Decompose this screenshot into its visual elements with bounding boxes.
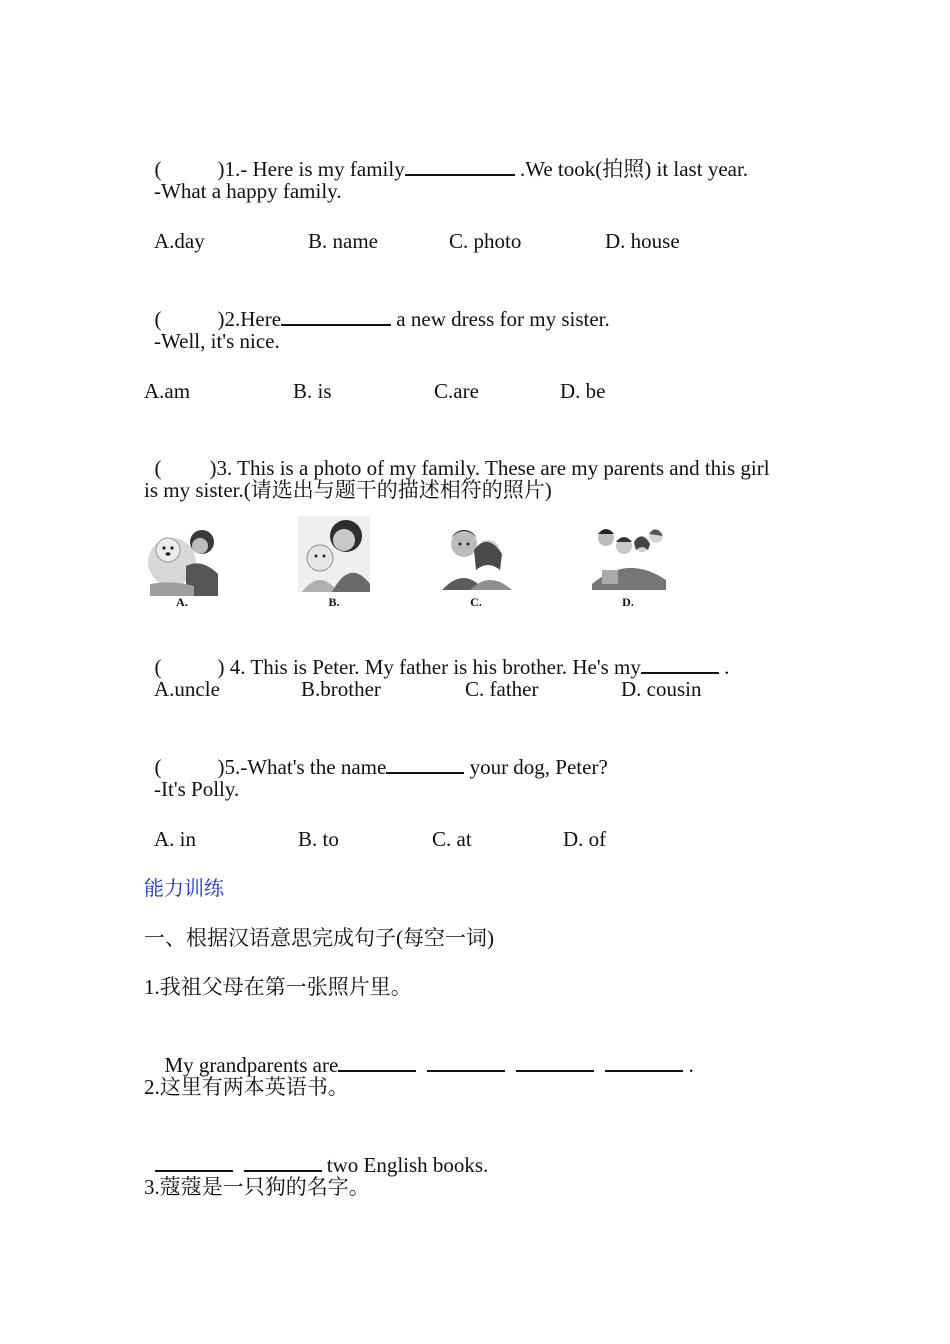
option-c: C. father xyxy=(465,677,539,701)
answer-paren-open: ( xyxy=(154,755,162,779)
answer-blank[interactable] xyxy=(641,654,719,674)
question-1-tail: .We took(拍照) it last year. xyxy=(514,157,749,181)
photo-label: D. xyxy=(622,595,634,609)
option-d: D. house xyxy=(605,229,680,253)
question-5-text: )5.-What's the name xyxy=(217,755,387,779)
option-b: B. to xyxy=(298,827,339,851)
question-2 xyxy=(144,277,610,333)
sentence-1-end: . xyxy=(683,1053,694,1077)
option-a: A. in xyxy=(154,827,196,851)
sentence-1-start: My grandparents are xyxy=(164,1053,339,1077)
option-c: C.are xyxy=(434,379,479,403)
answer-paren-open: ( xyxy=(154,456,162,480)
photo-option-d[interactable] xyxy=(588,514,668,612)
sentence-1-chinese: 1.我祖父母在第一张照片里。 xyxy=(144,975,412,999)
photo-couple-image xyxy=(436,514,516,596)
question-3-text: )3. This is a photo of my family. These are my parents and this girl xyxy=(209,456,770,480)
question-4-options xyxy=(0,675,950,703)
answer-blank[interactable] xyxy=(516,1052,594,1072)
question-2-reply: -Well, it's nice. xyxy=(154,329,280,353)
option-c: C. at xyxy=(432,827,472,851)
question-4-text: ) 4. This is Peter. My father is his brother. He's my xyxy=(217,655,641,679)
sentence-2-chinese: 2.这里有两本英语书。 xyxy=(144,1075,349,1099)
answer-blank[interactable] xyxy=(244,1152,322,1172)
question-3-line2: is my sister.(请选出与题干的描述相符的照片) xyxy=(144,478,552,502)
answer-paren-open: ( xyxy=(154,157,162,181)
question-1-reply: -What a happy family. xyxy=(154,179,342,203)
photo-girl-dog-image xyxy=(142,514,222,596)
photo-label: B. xyxy=(328,595,340,609)
question-4 xyxy=(144,625,729,681)
question-5 xyxy=(144,725,608,781)
photo-option-c[interactable] xyxy=(436,514,516,612)
answer-paren-open: ( xyxy=(154,655,162,679)
question-5-tail: your dog, Peter? xyxy=(464,755,608,779)
answer-blank[interactable] xyxy=(386,754,464,774)
option-d: D. be xyxy=(560,379,606,403)
question-1 xyxy=(144,127,748,183)
option-a: A.uncle xyxy=(154,677,220,701)
part1-title: 一、根据汉语意思完成句子(每空一词) xyxy=(144,926,494,950)
sentence-2-end: two English books. xyxy=(321,1153,489,1177)
question-5-reply: -It's Polly. xyxy=(154,777,240,801)
answer-paren-open: ( xyxy=(154,307,162,331)
option-a: A.am xyxy=(144,379,191,403)
question-2-tail: a new dress for my sister. xyxy=(391,307,610,331)
answer-blank[interactable] xyxy=(405,156,515,176)
photo-label: C. xyxy=(470,595,482,609)
option-d: D. cousin xyxy=(621,677,702,701)
section-heading: 能力训练 xyxy=(144,876,224,900)
option-a: A.day xyxy=(154,229,205,253)
question-5-options xyxy=(0,825,950,853)
question-1-options xyxy=(0,227,950,255)
sentence-1-english xyxy=(154,1023,694,1079)
answer-blank[interactable] xyxy=(281,306,391,326)
question-2-options xyxy=(0,377,950,405)
option-b: B. name xyxy=(308,229,378,253)
option-b: B. is xyxy=(293,379,332,403)
photo-family-image xyxy=(588,514,668,596)
photo-mother-child-image xyxy=(294,514,374,596)
question-2-text: )2.Here xyxy=(217,307,282,331)
photo-option-b[interactable] xyxy=(294,514,374,612)
photo-option-a[interactable] xyxy=(142,514,222,612)
photo-label: A. xyxy=(176,595,188,609)
question-1-text: )1.- Here is my family xyxy=(217,157,405,181)
answer-blank[interactable] xyxy=(427,1052,505,1072)
answer-blank[interactable] xyxy=(338,1052,416,1072)
sentence-3-chinese: 3.蔻蔻是一只狗的名字。 xyxy=(144,1175,370,1199)
answer-blank[interactable] xyxy=(155,1152,233,1172)
answer-blank[interactable] xyxy=(605,1052,683,1072)
question-4-tail: . xyxy=(718,655,730,679)
question-3 xyxy=(144,426,770,482)
option-b: B.brother xyxy=(301,677,381,701)
sentence-2-english xyxy=(144,1123,488,1179)
option-d: D. of xyxy=(563,827,607,851)
option-c: C. photo xyxy=(449,229,522,253)
